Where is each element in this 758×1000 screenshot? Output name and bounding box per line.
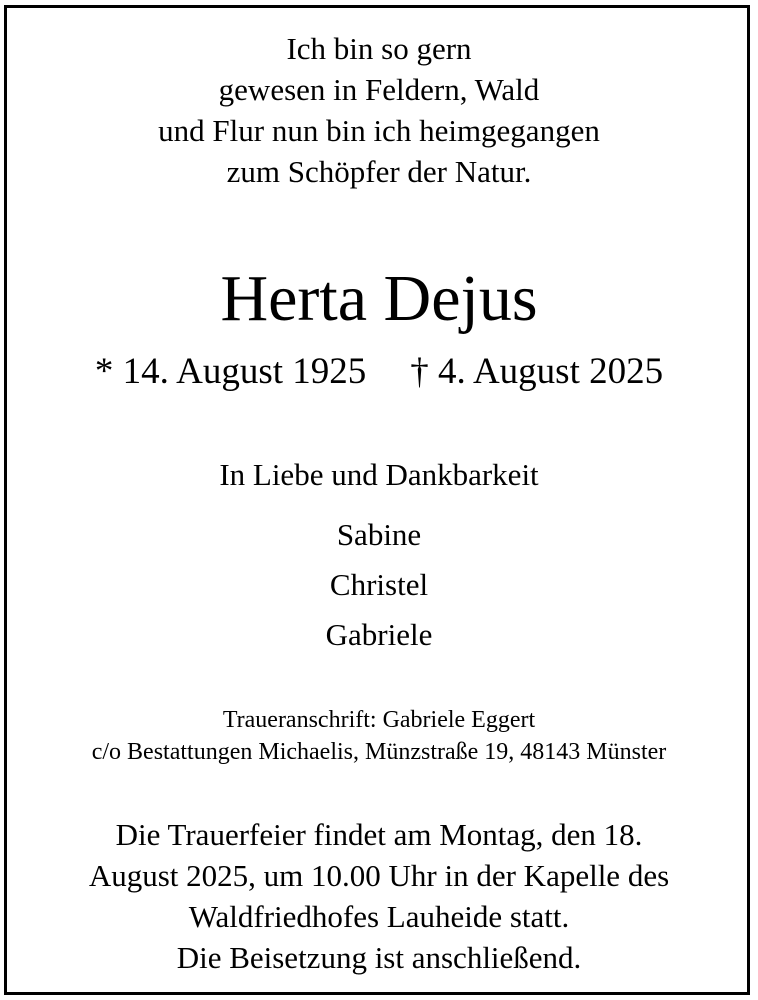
poem-line: und Flur nun bin ich heimgegangen [158, 113, 600, 148]
deceased-name: Herta Dejus [220, 262, 538, 335]
poem-line: gewesen in Feldern, Wald [218, 72, 540, 107]
ceremony-line: Die Trauerfeier findet am Montag, den 18. [115, 817, 643, 852]
birth-date: * 14. August 1925 [94, 351, 367, 392]
mourner-name: Sabine [336, 517, 422, 552]
poem-line: zum Schöpfer der Natur. [226, 154, 532, 189]
mourner-name: Christel [329, 567, 429, 602]
mourning-address-line: c/o Bestattungen Michaelis, Münzstraße 19, 48143 Münster [91, 739, 667, 765]
poem-line: Ich bin so gern [286, 31, 472, 66]
dedication: In Liebe und Dankbarkeit [219, 457, 539, 492]
mourner-name: Gabriele [325, 617, 433, 652]
life-dates [0, 353, 758, 390]
ceremony-line: Waldfriedhofes Lauheide statt. [188, 899, 570, 934]
ceremony-line: August 2025, um 10.00 Uhr in der Kapelle des [88, 858, 670, 893]
mourning-address-line: Traueranschrift: Gabriele Eggert [222, 707, 536, 733]
ceremony-line: Die Beisetzung ist anschließend. [176, 940, 582, 975]
death-date: † 4. August 2025 [410, 351, 664, 392]
